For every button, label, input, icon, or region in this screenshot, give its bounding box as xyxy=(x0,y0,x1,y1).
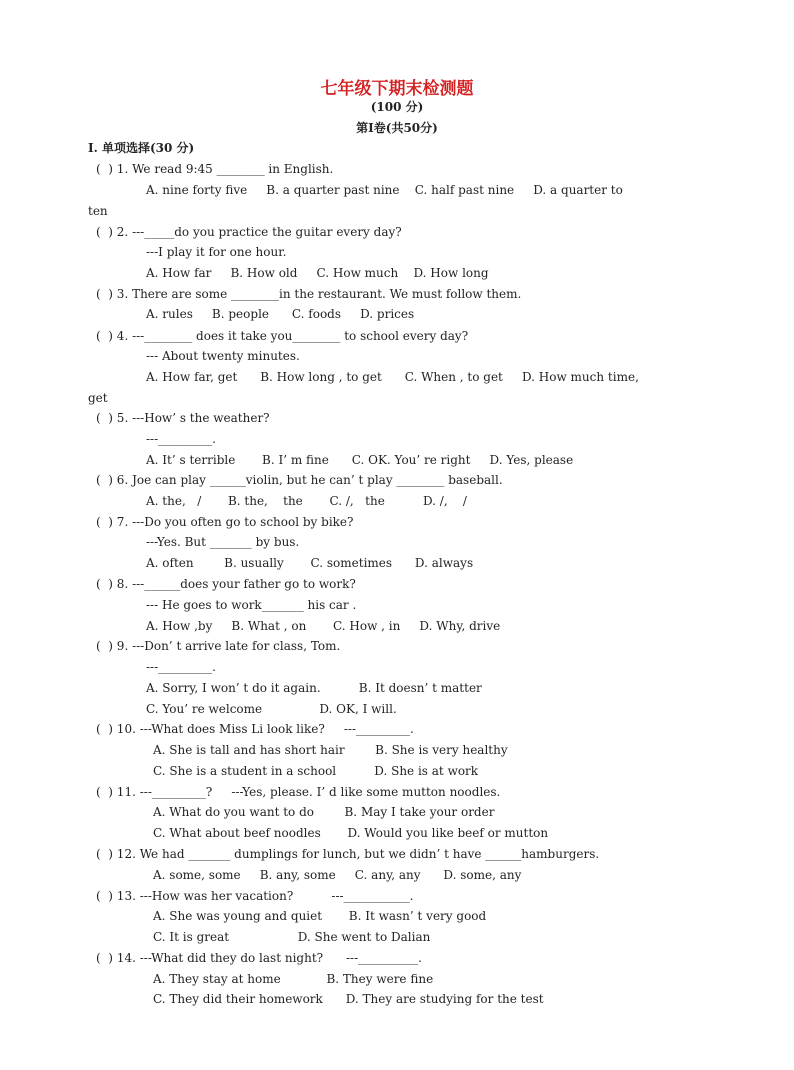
question-line: A. What do you want to do B. May I take your order xyxy=(153,805,495,819)
question-line: C. They did their homework D. They are studying for the test xyxy=(153,992,544,1006)
question-stem: ( ) 6. Joe can play ______violin, but he can’ t play ________ baseball. xyxy=(96,473,503,487)
question-line: --- About twenty minutes. xyxy=(146,349,300,363)
question-stem: ( ) 14. ---What did they do last night? ---__________. xyxy=(96,951,422,965)
question-line: ---Yes. But _______ by bus. xyxy=(146,535,300,549)
question-line: ten xyxy=(88,204,108,218)
question-line: A. How ,by B. What , on C. How , in D. Why, drive xyxy=(146,619,501,633)
question-line: A. nine forty five B. a quarter past nine C. half past nine D. a quarter to xyxy=(146,183,623,197)
total-score: (100 分) xyxy=(370,100,424,114)
question-line: A. often B. usually C. sometimes D. always xyxy=(146,556,474,570)
section-heading: Ⅰ. 单项选择(30 分) xyxy=(88,141,195,155)
question-line: A. rules B. people C. foods D. prices xyxy=(146,307,415,321)
question-line: A. Sorry, I won’ t do it again. B. It doesn’ t matter xyxy=(146,681,482,695)
question-line: --- He goes to work_______ his car . xyxy=(146,598,357,612)
question-stem: ( ) 8. ---______does your father go to work? xyxy=(96,577,356,591)
question-stem: ( ) 2. ---_____do you practice the guitar every day? xyxy=(96,225,402,239)
question-stem: ( ) 7. ---Do you often go to school by bike? xyxy=(96,515,354,529)
question-line: A. the, / B. the, the C. /, the D. /, / xyxy=(146,494,467,508)
part-heading: 第Ⅰ卷(共50分) xyxy=(356,121,438,135)
question-stem: ( ) 3. There are some ________in the restaurant. We must follow them. xyxy=(96,287,522,301)
question-line: A. She was young and quiet B. It wasn’ t very good xyxy=(153,909,487,923)
question-line: A. They stay at home B. They were fine xyxy=(153,972,434,986)
question-stem: ( ) 5. ---How’ s the weather? xyxy=(96,411,270,425)
question-line: ---I play it for one hour. xyxy=(146,245,287,259)
question-line: C. You’ re welcome D. OK, I will. xyxy=(146,702,397,716)
question-line: get xyxy=(88,391,108,405)
question-line: A. How far B. How old C. How much D. How long xyxy=(146,266,489,280)
question-line: A. It’ s terrible B. I’ m fine C. OK. You’ re right D. Yes, please xyxy=(146,453,574,467)
question-line: A. some, some B. any, some C. any, any D. some, any xyxy=(153,868,522,882)
question-line: ---_________. xyxy=(146,432,216,446)
question-stem: ( ) 10. ---What does Miss Li look like? ---_________. xyxy=(96,722,414,736)
question-line: C. It is great D. She went to Dalian xyxy=(153,930,431,944)
question-line: A. She is tall and has short hair B. She is very healthy xyxy=(153,743,508,757)
question-line: C. What about beef noodles D. Would you like beef or mutton xyxy=(153,826,549,840)
question-line: A. How far, get B. How long , to get C. When , to get D. How much time, xyxy=(146,370,639,384)
question-stem: ( ) 13. ---How was her vacation? ---___________. xyxy=(96,889,414,903)
question-stem: ( ) 4. ---________ does it take you________ to school every day? xyxy=(96,329,469,343)
page-title: 七年级下期末检测题 xyxy=(320,79,474,99)
question-line: ---_________. xyxy=(146,660,216,674)
question-line: C. She is a student in a school D. She is at work xyxy=(153,764,479,778)
question-stem: ( ) 11. ---_________? ---Yes, please. I’ d like some mutton noodles. xyxy=(96,785,501,799)
question-stem: ( ) 9. ---Don’ t arrive late for class, Tom. xyxy=(96,639,341,653)
question-stem: ( ) 1. We read 9:45 ________ in English. xyxy=(96,162,334,176)
question-stem: ( ) 12. We had _______ dumplings for lunch, but we didn’ t have ______hamburgers. xyxy=(96,847,600,861)
